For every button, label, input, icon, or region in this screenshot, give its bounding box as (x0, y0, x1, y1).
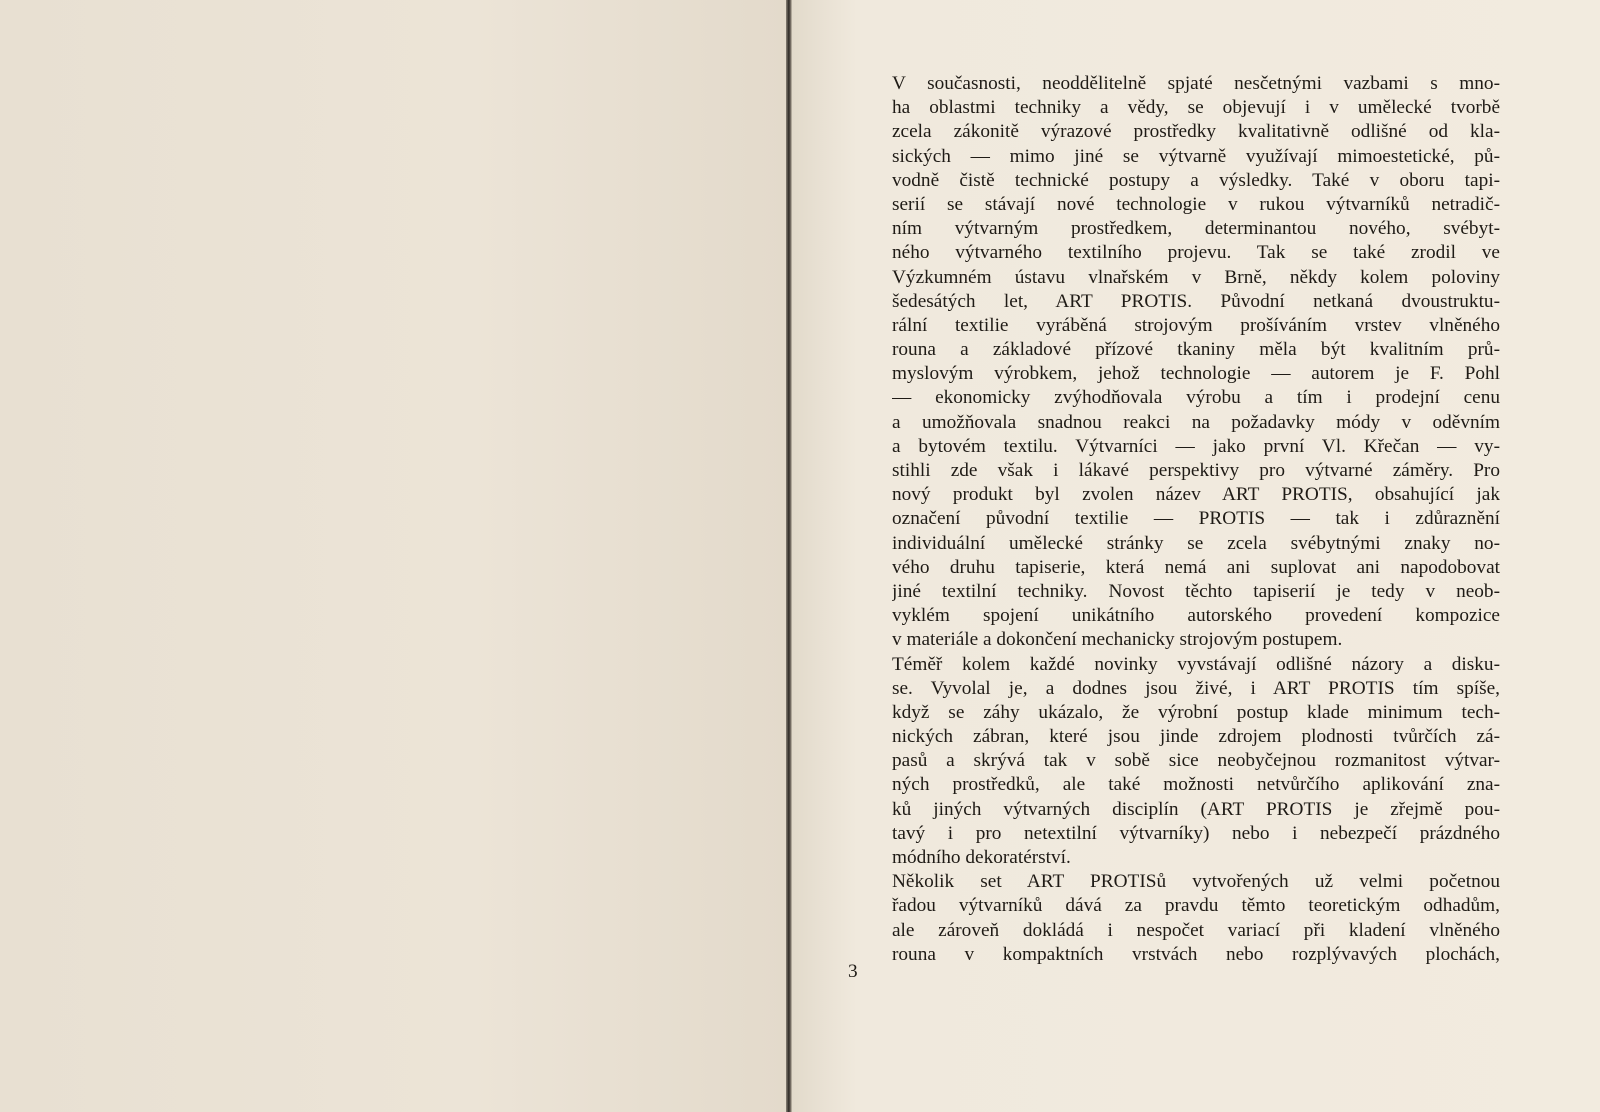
text-line: jiné textilní techniky. Novost těchto tapiserií je tedy v neob- (892, 580, 1500, 602)
text-line: Výzkumném ústavu vlnařském v Brně, někdy kolem poloviny (892, 266, 1500, 288)
left-page-blank (0, 0, 786, 1112)
text-line: vyklém spojení unikátního autorského provedení kompozice (892, 605, 1500, 627)
paragraph-end-line: v materiále a dokončení mechanicky strojovým postupem. (892, 629, 1343, 651)
text-line: nový produkt byl zvolen název ART PROTIS, obsahující jak (892, 484, 1500, 506)
text-line: řadou výtvarníků dává za pravdu těmto teoretickým odhadům, (892, 895, 1500, 917)
text-line: rouna v kompaktních vrstvách nebo rozplývavých plochách, (892, 943, 1500, 965)
text-line: ale zároveň dokládá i nespočet variací při kladení vlněného (892, 919, 1500, 941)
text-line: ků jiných výtvarných disciplín (ART PROTIS je zřejmě pou- (892, 798, 1500, 820)
body-text (892, 72, 1500, 967)
text-line: Téměř kolem každé novinky vyvstávají odlišné názory a disku- (892, 653, 1500, 675)
text-line: — ekonomicky zvýhodňovala výrobu a tím i prodejní cenu (892, 387, 1500, 409)
text-line: a bytovém textilu. Výtvarníci — jako první Vl. Křečan — vy- (892, 435, 1500, 457)
text-line: když se záhy ukázalo, že výrobní postup klade minimum tech- (892, 701, 1500, 723)
text-line: vodně čistě technické postupy a výsledky. Také v oboru tapi- (892, 169, 1500, 191)
text-line: nických zábran, které jsou jinde zdrojem plodnosti tvůrčích zá- (892, 726, 1500, 748)
text-line: se. Vyvolal je, a dodnes jsou živé, i ART PROTIS tím spíše, (892, 677, 1500, 699)
text-line: myslovým výrobkem, jehož technologie — autorem je F. Pohl (892, 363, 1500, 385)
page-number: 3 (848, 961, 858, 982)
text-line: individuální umělecké stránky se zcela svébytnými znaky no- (892, 532, 1500, 554)
paragraph-end-line: módního dekoratérství. (892, 847, 1071, 868)
text-line: ha oblastmi techniky a vědy, se objevují i v umělecké tvorbě (892, 97, 1500, 119)
text-line: Několik set ART PROTISů vytvořených už velmi početnou (892, 871, 1500, 893)
text-line: stihli zde však i lákavé perspektivy pro výtvarné záměry. Pro (892, 460, 1500, 481)
text-line: serií se stávají nové technologie v rukou výtvarníků netradič- (892, 193, 1500, 215)
right-page (792, 0, 1600, 1112)
text-line: rouna a základové přízové tkaniny měla být kvalitním prů- (892, 339, 1500, 361)
text-line: sických — mimo jiné se výtvarně využívají mimoestetické, pů- (892, 145, 1500, 167)
text-line: označení původní textilie — PROTIS — tak i zdůraznění (892, 508, 1500, 530)
text-line: šedesátých let, ART PROTIS. Původní netkaná dvoustruktu- (892, 290, 1500, 312)
text-line: V současnosti, neoddělitelně spjaté nesčetnými vazbami s mno- (892, 73, 1500, 94)
text-line: ných prostředků, ale také možnosti netvůrčího aplikování zna- (892, 774, 1500, 796)
text-line: ním výtvarným prostředkem, determinantou nového, svébyt- (892, 218, 1500, 240)
text-line: vého druhu tapiserie, která nemá ani suplovat ani napodobovat (892, 556, 1500, 578)
text-line: a umožňovala snadnou reakci na požadavky módy v oděvním (892, 411, 1500, 433)
text-line: rální textilie vyráběná strojovým prošíváním vrstev vlněného (892, 314, 1500, 336)
text-line: ného výtvarného textilního projevu. Tak se také zrodil ve (892, 242, 1500, 264)
text-line: pasů a skrývá tak v sobě sice neobyčejnou rozmanitost výtvar- (892, 750, 1500, 772)
text-line: tavý i pro netextilní výtvarníky) nebo i nebezpečí prázdného (892, 822, 1500, 844)
text-line: zcela zákonitě výrazové prostředky kvalitativně odlišné od kla- (892, 121, 1500, 143)
